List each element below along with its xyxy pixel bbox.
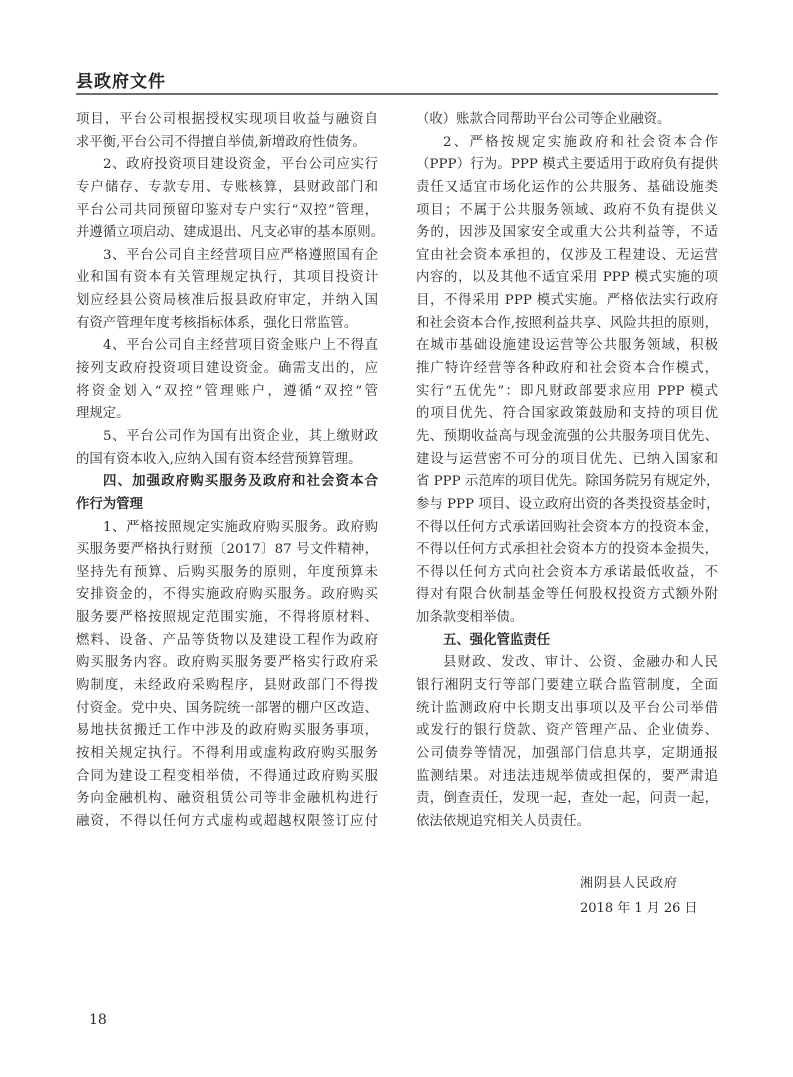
paragraph-line: 项目，平台公司根据授权实现项目收益与融资自 (76, 112, 378, 127)
paragraph-line: 接列支政府投资项目建设资金。确需支出的，应 (76, 361, 378, 377)
paragraph-line: 推广特许经营等各种政府和社会资本合作模式， (416, 361, 718, 377)
issue-date: 2018 年 1 月 26 日 (580, 901, 698, 916)
paragraph-line: 买服务要严格执行财预〔2017〕87 号文件精神， (76, 542, 378, 558)
running-header-title: 县政府文件 (76, 72, 166, 92)
paragraph-line: 实行“五优先”：即凡财政部要求应用 PPP 模式 (416, 383, 718, 399)
paragraph-line: 4、平台公司自主经营项目资金账户上不得直 (103, 338, 378, 354)
paragraph-line: 得对有限合伙制基金等任何股权投资方式额外附 (416, 587, 718, 603)
paragraph-line: 务的，因涉及国家安全或重大公共利益等，不适 (416, 225, 718, 241)
paragraph-line: 按相关规定执行。不得利用或虚构政府购买服务 (76, 745, 378, 761)
paragraph-line: 项目；不属于公共服务领域、政府不负有提供义 (416, 202, 718, 218)
paragraph-line: 易地扶贫搬迁工作中涉及的政府购买服务事项， (76, 723, 378, 739)
paragraph-line: 有资产管理年度考核指标体系，强化日常监管。 (76, 315, 358, 331)
paragraph-line: 理规定。 (76, 406, 130, 422)
paragraph-line: 依法依规追究相关人员责任。 (416, 813, 591, 829)
paragraph-line: 专户储存、专款专用、专账核算，县财政部门和 (76, 179, 378, 195)
paragraph-line: 燃料、设备、产品等货物以及建设工程作为政府 (76, 632, 378, 648)
paragraph-line: 服务要严格按照规定范围实施，不得将原材料、 (76, 610, 378, 626)
paragraph-line: 参与 PPP 项目、设立政府出资的各类投资基金时， (416, 496, 720, 512)
paragraph-line: 求平衡,平台公司不得擅自举债,新增政府性债务。 (76, 134, 366, 150)
paragraph-line: 银行湘阴支行等部门要建立联合监管制度，全面 (416, 678, 718, 694)
paragraph-line: 公司债券等情况，加强部门信息共享，定期通报 (416, 745, 718, 761)
paragraph-line: 划应经县公资局核准后报县政府审定，并纳入国 (76, 293, 378, 309)
section-heading-line: 五、强化管监责任 (443, 632, 551, 648)
paragraph-line: 建设与运营密不可分的项目优先、已纳入国家和 (416, 451, 718, 467)
section-heading-line: 作行为管理 (76, 496, 143, 512)
paragraph-line: 和社会资本合作,按照利益共享、风险共担的原则， (416, 315, 718, 331)
paragraph-line: 5、平台公司作为国有出资企业，其上缴财政 (103, 428, 378, 444)
paragraph-line: 县财政、发改、审计、公资、金融办和人民 (443, 655, 718, 671)
paragraph-line: 的项目优先、符合国家政策鼓励和支持的项目优 (416, 406, 718, 422)
paragraph-line: 融资，不得以任何方式虚构或超越权限签订应付 (76, 813, 378, 829)
paragraph-line: 统计监测政府中长期支出事项以及平台公司举借 (416, 700, 718, 716)
page-number: 18 (89, 1012, 107, 1028)
paragraph-line: 合同为建设工程变相举债，不得通过政府购买服 (76, 768, 378, 784)
paragraph-line: （PPP）行为。PPP 模式主要适用于政府负有提供 (416, 157, 718, 173)
issuer-signature: 湘阴县人民政府 (580, 876, 679, 891)
paragraph-line: 将资金划入“双控”管理账户，遵循“双控”管 (76, 383, 378, 399)
paragraph-line: 不得以任何方式承担社会资本方的投资本金损失， (416, 542, 718, 558)
right-column (416, 109, 718, 834)
paragraph-line: 先、预期收益高与现金流强的公共服务项目优先、 (416, 428, 718, 444)
paragraph-line: 监测结果。对违法违规举债或担保的，要严肃追 (416, 768, 718, 784)
paragraph-line: 的国有资本收入,应纳入国有资本经营预算管理。 (76, 451, 362, 467)
paragraph-line: 内容的，以及其他不适宜采用 PPP 模式实施的项 (416, 270, 718, 286)
paragraph-line: （收）账款合同帮助平台公司等企业融资。 (416, 112, 671, 127)
paragraph-line: 责，倒查责任，发现一起，查处一起，问责一起， (416, 791, 718, 807)
header-divider (76, 93, 718, 95)
paragraph-line: 不得以任何方式承诺回购社会资本方的投资本金， (416, 519, 718, 535)
paragraph-line: 目，不得采用 PPP 模式实施。严格依法实行政府 (416, 293, 718, 309)
paragraph-line: 安排资金的，不得实施政府购买服务。政府购买 (76, 587, 378, 603)
paragraph-line: 3、平台公司自主经营项目应严格遵照国有企 (103, 247, 378, 263)
paragraph-line: 务向金融机构、融资租赁公司等非金融机构进行 (76, 791, 378, 807)
section-heading-line: 四、加强政府购买服务及政府和社会资本合 (103, 474, 378, 490)
paragraph-line: 或发行的银行贷款、资产管理产品、企业债券、 (416, 723, 718, 739)
paragraph-line: 责任又适宜市场化运作的公共服务、基础设施类 (416, 179, 718, 195)
paragraph-line: 2、严格按规定实施政府和社会资本合作 (443, 134, 718, 150)
paragraph-line: 并遵循立项启动、建成退出、凡支必审的基本原则。 (76, 225, 384, 241)
paragraph-line: 坚持先有预算、后购买服务的原则，年度预算未 (76, 564, 378, 580)
paragraph-line: 省 PPP 示范库的项目优先。除国务院另有规定外， (416, 474, 720, 490)
paragraph-line: 付资金。党中央、国务院统一部署的棚户区改造、 (76, 700, 378, 716)
paragraph-line: 在城市基础设施建设运营等公共服务领域，积极 (416, 338, 718, 354)
paragraph-line: 宜由社会资本承担的，仅涉及工程建设、无运营 (416, 247, 718, 263)
paragraph-line: 业和国有资本有关管理规定执行，其项目投资计 (76, 270, 378, 286)
paragraph-line: 1、严格按照规定实施政府购买服务。政府购 (103, 519, 378, 535)
paragraph-line: 2、政府投资项目建设资金，平台公司应实行 (103, 157, 378, 173)
paragraph-line: 购买服务内容。政府购买服务要严格实行政府采 (76, 655, 378, 671)
paragraph-line: 平台公司共同预留印鉴对专户实行“双控”管理， (76, 202, 378, 218)
paragraph-line: 加条款变相举债。 (416, 610, 524, 626)
paragraph-line: 不得以任何方式向社会资本方承诺最低收益，不 (416, 564, 718, 580)
paragraph-line: 购制度，未经政府采购程序，县财政部门不得拨 (76, 678, 378, 694)
left-column (76, 109, 384, 834)
